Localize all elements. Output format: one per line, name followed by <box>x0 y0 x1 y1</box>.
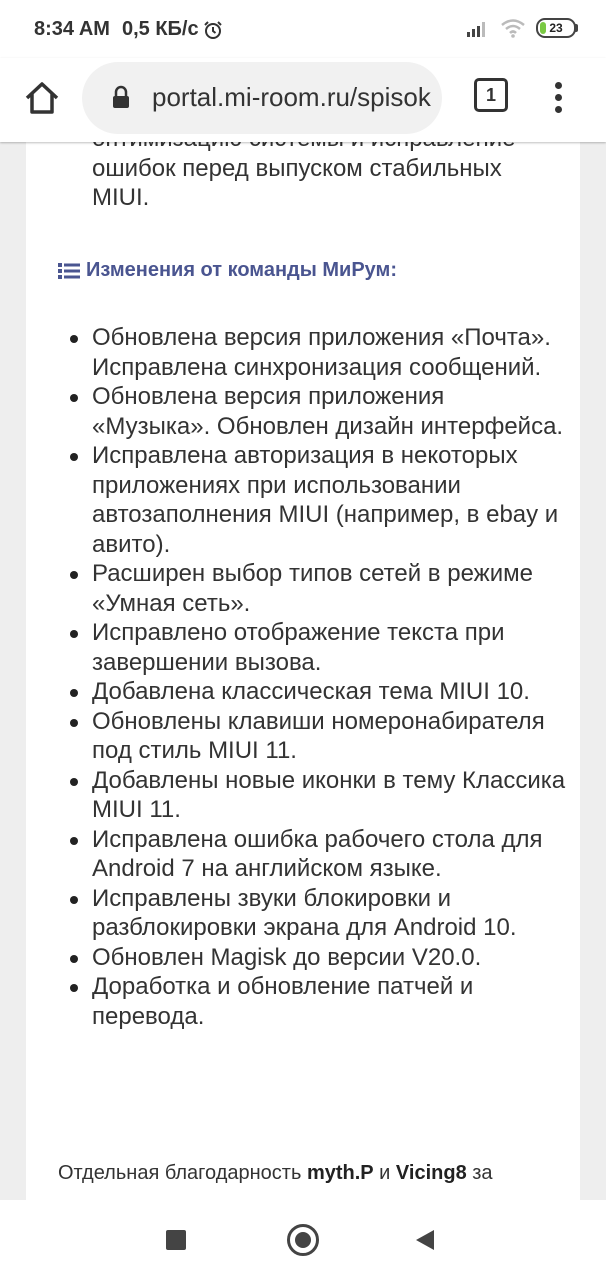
lock-icon <box>112 86 130 108</box>
thanks-paragraph <box>58 1162 493 1185</box>
thanks-conj: и <box>373 1162 396 1184</box>
more-vert-icon[interactable] <box>548 78 568 118</box>
list-item: Добавлены новые иконки в тему Классика MIUI 11. <box>26 766 566 825</box>
thanks-suffix: за <box>466 1162 493 1184</box>
home-button[interactable] <box>22 78 62 118</box>
list-item: Обновлены клавиши номеронабирателя под стиль MIUI 11. <box>26 707 566 766</box>
battery-level: 23 <box>549 21 563 35</box>
intro-line: MIUI. <box>92 184 150 211</box>
article-content <box>26 142 580 1200</box>
back-icon[interactable] <box>414 1228 436 1252</box>
status-time: 8:34 AM <box>34 18 110 40</box>
system-nav-bar <box>0 1200 606 1280</box>
network-speed: 0,5 КБ/с <box>121 18 199 40</box>
thanks-name-1: myth.P <box>306 1162 374 1184</box>
list-item: Исправлены звуки блокировки и разблокировки экрана для Android 10. <box>26 884 566 943</box>
recents-icon[interactable] <box>166 1230 186 1250</box>
home-nav-icon[interactable] <box>287 1224 319 1256</box>
list-icon <box>58 262 80 280</box>
list-item: Доработка и обновление патчей и перевода. <box>26 972 566 1031</box>
battery-fill <box>540 22 546 34</box>
alarm-icon <box>203 20 223 40</box>
list-item: Обновлена версия приложения «Почта». Исправлена синхронизация сообщений. <box>26 323 566 382</box>
section-heading <box>58 259 397 282</box>
list-item: Добавлена классическая тема MIUI 10. <box>26 677 566 707</box>
url-text: portal.mi-room.ru/spisok <box>152 82 431 112</box>
list-item: Исправлена авторизация в некоторых приложениях при использовании автозаполнения MIUI (например, в ebay и авито). <box>26 441 566 559</box>
address-bar[interactable] <box>82 62 442 134</box>
list-item: Расширен выбор типов сетей в режиме «Умная сеть». <box>26 559 566 618</box>
home-icon <box>22 78 62 118</box>
status-bar <box>0 0 606 58</box>
list-item: Обновлена версия приложения «Музыка». Обновлен дизайн интерфейса. <box>26 382 566 441</box>
thanks-name-2: Vicing8 <box>395 1162 467 1184</box>
browser-toolbar <box>0 58 606 142</box>
intro-line: ошибок перед выпуском стабильных <box>92 154 502 182</box>
list-item: Обновлен Magisk до версии V20.0. <box>26 943 566 973</box>
tabs-button[interactable] <box>474 78 508 112</box>
list-item: Исправлена ошибка рабочего стола для Android 7 на английском языке. <box>26 825 566 884</box>
section-heading-text: Изменения от команды МиРум: <box>86 259 397 281</box>
thanks-prefix: Отдельная благодарность <box>58 1162 307 1184</box>
status-left <box>34 18 223 41</box>
list-item: Исправлено отображение текста при завершении вызова. <box>26 618 566 677</box>
battery-icon <box>536 18 576 38</box>
wifi-icon <box>500 18 526 38</box>
tab-count: 1 <box>485 84 496 105</box>
changes-list <box>26 323 566 1031</box>
status-right <box>466 18 576 38</box>
signal-icon <box>466 19 490 37</box>
